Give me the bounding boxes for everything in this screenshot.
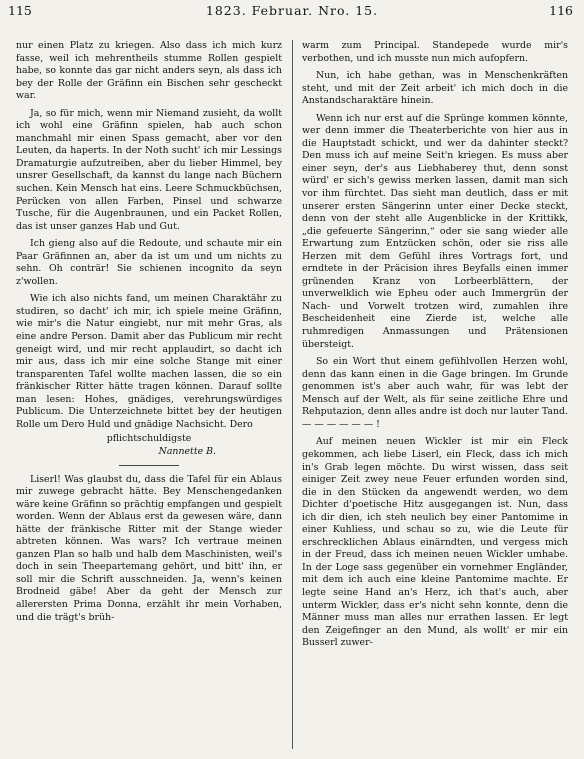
paragraph: pflichtschuldigste [106, 433, 192, 445]
paragraph: Ja, so für mich, wenn mir Niemand zusieht, da wollt ich wohl eine Gräfinn spielen, hab auch schon manchmahl mir einen Spass gemacht, aber vor den Leuten, da haperts. In der Noth sucht' ich mir Lessings Dramaturgie aufzutreiben, aber du lieber Himmel, bey unsrer Gesellschaft, da kannst du lange nach Büchern suchen. Kein Mensch hat eins. Leere Schmuckbüchsen, Perücken von allen Farben, Pinsel und schwarze Tusche, für die Augenbraunen, und ein Packet Rollen, das ist unser ganzes Hab und Gut. [16, 107, 282, 232]
paragraph: Wie ich also nichts fand, um meinen Charaktähr zu studiren, so dacht' ich mir, ich spiele meine Gräfinn, wie mir's die Natur eingiebt, nur mit mehr Gras, als eine andre Person. Damit aber das Publicum mir recht geneigt wird, und mir recht applaudirt, so dacht ich mir aus, dass ich mir eine solche Stange mit einer transparenten Tafel wollte machen lassen, die so ein fränkischer Ritter hätte tragen können. Darauf sollte man lesen: Hohes, gnädiges, verehrungswürdiges Publicum. Die Unterzeichnete bittet bey der heutigen Rolle um Dero Huld und gnädige Nachsicht. Dero [16, 293, 282, 430]
paragraph: Ich gieng also auf die Redoute, und schaute mir ein Paar Gräfinnen an, aber da ist um und um nichts zu sehn. Oh conträr! Sie schienen incognito da seyn z'wollen. [16, 238, 282, 287]
paragraph: So ein Wort thut einem gefühlvollen Herzen wohl, denn das kann einen in die Gage bringen. Im Grunde genommen ist's aber auch wahr, für was lebt der Mensch auf der Welt, als für seine zeitliche Ehre und Rehputazion, denn alles andre ist doch nur lauter Tand. — — — — — — ! [302, 356, 568, 430]
column-divider [292, 40, 293, 749]
separator-rule [119, 465, 179, 466]
page-title: 1823. Februar. Nro. 15. [205, 3, 379, 18]
paragraph: Auf meinen neuen Wickler ist mir ein Fleck gekommen, ach liebe Liserl, ein Fleck, dass ich mich in's Grab legen möchte. Du wirst wissen, dass seit einiger Zeit zwey neue Feuer erfunden worden sind, die in den Stücken da angewendt werden, wo dem Dichter d'poetische Hitz ausgegangen ist. Nun, dass ich dir dien, ich steh neulich bey einer Pantomime in einer Kuhliess, und schau so zu, wie die Leute für erschrecklichen Ablaus einärndten, und vergess mich in der Freud, dass ich meinen neuen Wickler umhabe. In der Loge sass gegenüber ein vornehmer Engländer, mit dem ich auch eine kleine Pantomime machte. Er legte seine Hand an's Herz, ich that's auch, aber unterm Wickler, dass er's nicht sehn konnte, denn die Männer muss man alles nur errathen lassen. Er legt den Zeigefinger an den Mund, als wollt' er mir ein Busserl zuwer- [302, 436, 568, 649]
right-column [302, 40, 568, 650]
paragraph: Wenn ich nur erst auf die Sprünge kommen könnte, wer denn immer die Theaterberichte von hier aus in die Hauptstadt schickt, und wer da dahinter steckt? Den muss ich auf meine Seit'n kriegen. Es muss aber einer seyn, der's aus Liebhaberey thut, denn sonst würd' er sich's gewiss merken lassen, damit man sich vor ihm fürchtet. Das sieht man deutlich, dass er mit unserer ersten Sängerinn unter einer Decke steckt, denn von der steht alle Augenblicke in der Krittikk, „die gefeuerte Sängerinn,“ oder sie sang wieder alle Erwartung zum Entzücken schön, oder sie riss alle Herzen mit dem Gefühl ihres Vortrags fort, und erndtete in der Präcision ihres Beyfalls einen immer grünenden Kranz von Lorbeerblättern, der unverwelklich wie Epheu oder auch Immergrün der Nach- und Vorwelt trotzen wird, zumahlen ihre Bescheidenheit eine Zierde ist, welche alle ruhmredigen Anmassungen und Prätensionen übersteigt. [302, 112, 568, 350]
paragraph: nur einen Platz zu kriegen. Also dass ich mich kurz fasse, weil ich mehrentheils stumme Rollen gespielt habe, so konnte das gar nicht anders seyn, als dass ich bey der Rolle der Gräfinn ein Bischen sehr gescheckt war. [16, 40, 282, 102]
page-number-left: 115 [8, 3, 32, 18]
paragraph: warm zum Principal. Standepede wurde mir's verbothen, und ich musste nun mich aufopfern. [302, 40, 568, 64]
signature: Nannette B. [158, 445, 216, 457]
page-number-right: 116 [549, 3, 573, 18]
left-column [16, 40, 282, 624]
paragraph: Nun, ich habe gethan, was in Menschenkräften steht, und mit der Zeit arbeit' ich mich doch in die Anstandscharaktäre hinein. [302, 70, 568, 107]
paragraph: Liserl! Was glaubst du, dass die Tafel für ein Ablaus mir zuwege gebracht hätte. Bey Menschengedanken wäre keine Gräfinn so prächtig empfangen und gespielt worden. Wenn der Ablaus erst da gewesen wäre, dann hätte der fränkische Ritter mit der Stange wieder abtreten können. Was wars? Ich vertraue meinen ganzen Plan so halb und halb dem Maschinisten, weil's doch in sein Theepartemang gehört, und bitt' ihn, er soll mir die Schrift ausschneiden. Ja, wenn's keinen Brodneid gäbe! Aber da geht der Mensch zur allerersten Prima Donna, erzählt ihr mein Vorhaben, und die trägt's brüh- [16, 473, 282, 623]
